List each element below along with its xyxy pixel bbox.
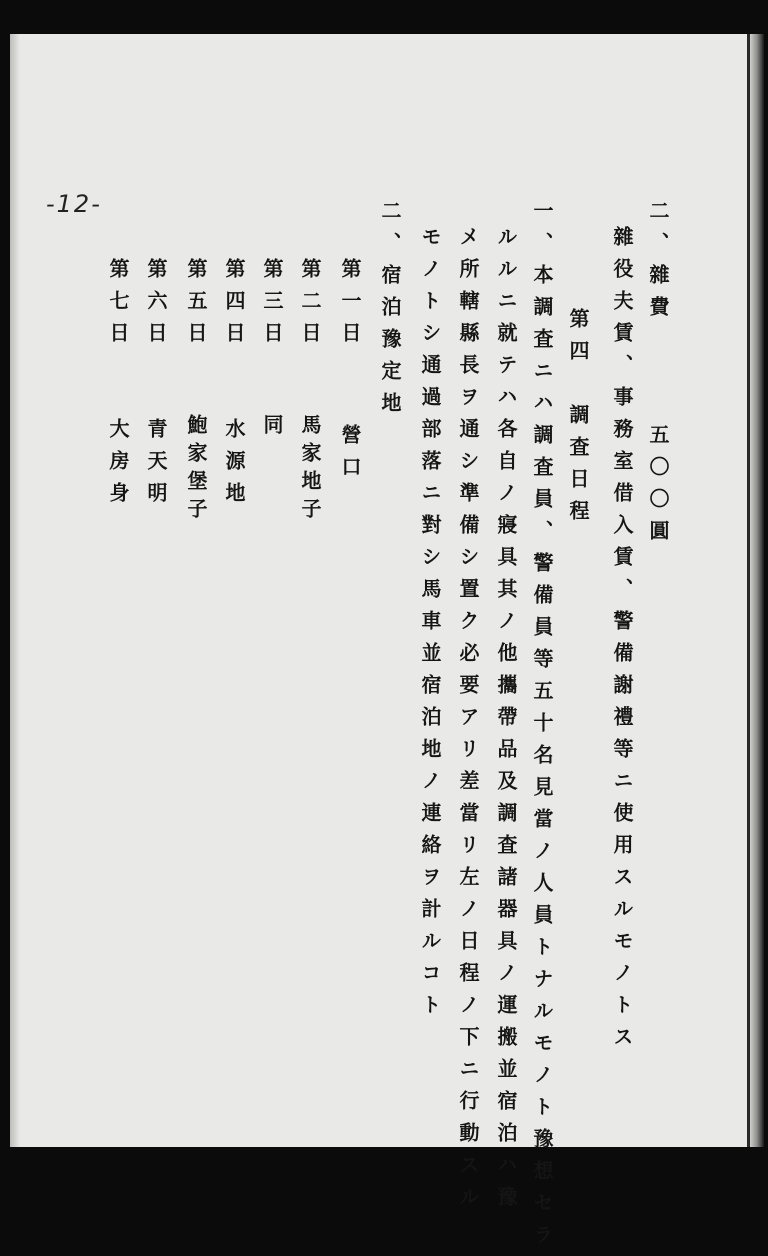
schedule-day: 第二日 xyxy=(298,258,322,354)
schedule-day: 第五日 xyxy=(184,258,208,354)
schedule-place: 青天明 xyxy=(144,418,168,514)
page-number: -12- xyxy=(46,190,102,218)
text-line-1: 二、雜費 五〇〇圓 xyxy=(646,200,670,552)
schedule-place: 鮑家堡子 xyxy=(184,414,208,526)
schedule-place: 同 xyxy=(260,414,284,446)
schedule-place: 馬家地子 xyxy=(298,414,322,526)
text-line-6: メ所轄縣長ヲ通シ準備シ置ク必要アリ差當リ左ノ日程ノ下ニ行動スル xyxy=(456,226,480,1218)
schedule-day: 第七日 xyxy=(106,258,130,354)
schedule-day: 第六日 xyxy=(144,258,168,354)
section-heading: 第四 調査日程 xyxy=(566,308,590,532)
text-line-8: 二、宿泊豫定地 xyxy=(378,200,402,424)
text-line-5: ルルニ就テハ各自ノ寢具其ノ他攜帶品及調査諸器具ノ運搬並宿泊ハ豫 xyxy=(494,226,518,1218)
schedule-day: 第四日 xyxy=(222,258,246,354)
schedule-day: 第一日 xyxy=(338,258,362,354)
schedule-day: 第三日 xyxy=(260,258,284,354)
schedule-place: 大房身 xyxy=(106,418,130,514)
schedule-place: 水源地 xyxy=(222,418,246,514)
schedule-place: 營口 xyxy=(338,424,362,488)
text-line-2: 雜役夫賃、事務室借入賃、警備謝禮等ニ使用スルモノトス xyxy=(610,226,634,1058)
text-line-4: 一、本調査ニハ調査員、警備員等五十名見當ノ人員トナルモノト豫想セラ xyxy=(530,200,554,1256)
text-line-7: モノトシ通過部落ニ對シ馬車並宿泊地ノ連絡ヲ計ルコト xyxy=(418,226,442,1026)
page-edge xyxy=(750,34,764,1147)
